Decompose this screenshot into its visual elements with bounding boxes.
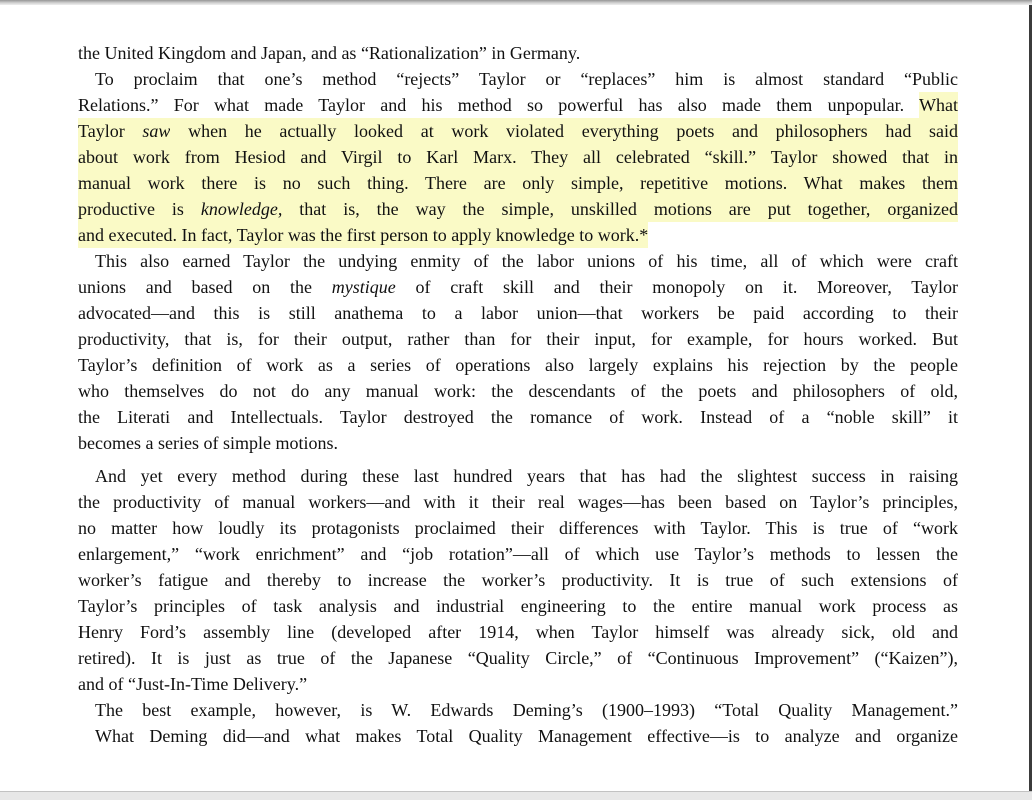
text-line	[78, 671, 958, 697]
text-segment: What Deming did—and what makes Total Quality Management effective—is to analyze and organize	[95, 726, 958, 746]
text-line	[78, 66, 958, 92]
highlighted-text[interactable]: saw	[142, 118, 170, 144]
text-line	[78, 92, 958, 118]
text-line	[78, 326, 958, 352]
highlighted-text[interactable]: when he actually looked at work violated everything poets and philosophers had said	[170, 118, 958, 144]
text-line	[78, 515, 958, 541]
text-segment: And yet every method during these last hundred years that has had the slightest success in raising	[95, 466, 958, 486]
highlighted-text[interactable]: manual work there is no such thing. There are only simple, repetitive motions. What makes them	[78, 170, 958, 196]
highlighted-text[interactable]: Taylor	[78, 118, 142, 144]
text-line	[78, 723, 958, 749]
text-line	[78, 619, 958, 645]
text-segment: of craft skill and their monopoly on it. Moreover, Taylor	[395, 277, 958, 297]
text-segment: who themselves do not do any manual work: the descendants of the poets and philosophers of old,	[78, 381, 958, 401]
highlighted-text[interactable]: What	[919, 92, 958, 118]
text-segment: enlargement,” “work enrichment” and “job rotation”—all of which use Taylor’s methods to lessen the	[78, 544, 958, 564]
highlighted-text[interactable]: that is, the way the simple, unskilled motions are put together, organized	[282, 196, 958, 222]
text-line	[78, 593, 958, 619]
text-segment: the productivity of manual workers—and with it their real wages—has been based on Taylor’s principles,	[78, 492, 958, 512]
text-line	[78, 352, 958, 378]
text-segment: productivity, that is, for their output, rather than for their input, for example, for hours worked. But	[78, 329, 958, 349]
text-line	[78, 463, 958, 489]
text-line	[78, 697, 958, 723]
text-line	[78, 300, 958, 326]
text-segment: The best example, however, is W. Edwards Deming’s (1900–1993) “Total Quality Management.”	[95, 700, 958, 720]
highlighted-text[interactable]: and executed. In fact, Taylor was the first person to apply knowledge to work.*	[78, 222, 648, 248]
toolbar-bottom-edge	[0, 0, 1032, 5]
text-line	[78, 489, 958, 515]
text-segment: worker’s fatigue and thereby to increase the worker’s productivity. It is true of such extensions of	[78, 570, 958, 590]
text-segment: Relations.” For what made Taylor and his method so powerful has also made them unpopular.	[78, 95, 920, 115]
text-segment: the Literati and Intellectuals. Taylor destroyed the romance of work. Instead of a “noble skill” it	[78, 407, 958, 427]
text-line	[78, 118, 958, 144]
highlighted-text[interactable]: knowledge,	[201, 196, 282, 222]
text-segment: and of “Just-In-Time Delivery.”	[78, 674, 308, 694]
text-line	[78, 40, 958, 66]
text-segment: This also earned Taylor the undying enmity of the labor unions of his time, all of which were craft	[95, 251, 958, 271]
text-line	[78, 196, 958, 222]
text-line	[78, 144, 958, 170]
text-segment: the United Kingdom and Japan, and as “Rationalization” in Germany.	[78, 43, 581, 63]
highlighted-text[interactable]: productive is	[78, 196, 201, 222]
text-segment: Henry Ford’s assembly line (developed after 1914, when Taylor himself was already sick, old and	[78, 622, 958, 642]
highlighted-text[interactable]: about work from Hesiod and Virgil to Karl Marx. They all celebrated “skill.” Taylor showed that in	[78, 144, 958, 170]
text-line	[78, 248, 958, 274]
text-line	[78, 378, 958, 404]
status-bar	[0, 791, 1032, 800]
text-segment: retired). It is just as true of the Japanese “Quality Circle,” of “Continuous Improvement” (“Kaizen”),	[78, 648, 958, 668]
book-page	[78, 40, 958, 749]
text-segment: no matter how loudly its protagonists proclaimed their differences with Taylor. This is true of “work	[78, 518, 958, 538]
text-segment: Taylor’s principles of task analysis and industrial engineering to the entire manual work process as	[78, 596, 958, 616]
text-segment: unions and based on the	[78, 277, 332, 297]
text-line	[78, 567, 958, 593]
text-line	[78, 404, 958, 430]
text-line	[78, 645, 958, 671]
text-segment: advocated—and this is still anathema to a labor union—that workers be paid according to their	[78, 303, 958, 323]
text-line	[78, 541, 958, 567]
page-text	[78, 40, 958, 749]
text-line	[78, 430, 958, 456]
text-segment: To proclaim that one’s method “rejects” Taylor or “replaces” him is almost standard “Public	[95, 69, 958, 89]
text-line	[78, 274, 958, 300]
text-line	[78, 222, 958, 248]
text-segment: mystique	[331, 277, 396, 297]
text-segment: Taylor’s definition of work as a series of operations also largely explains his rejection by the people	[78, 355, 958, 375]
text-segment: becomes a series of simple motions.	[78, 433, 338, 453]
text-line	[78, 170, 958, 196]
